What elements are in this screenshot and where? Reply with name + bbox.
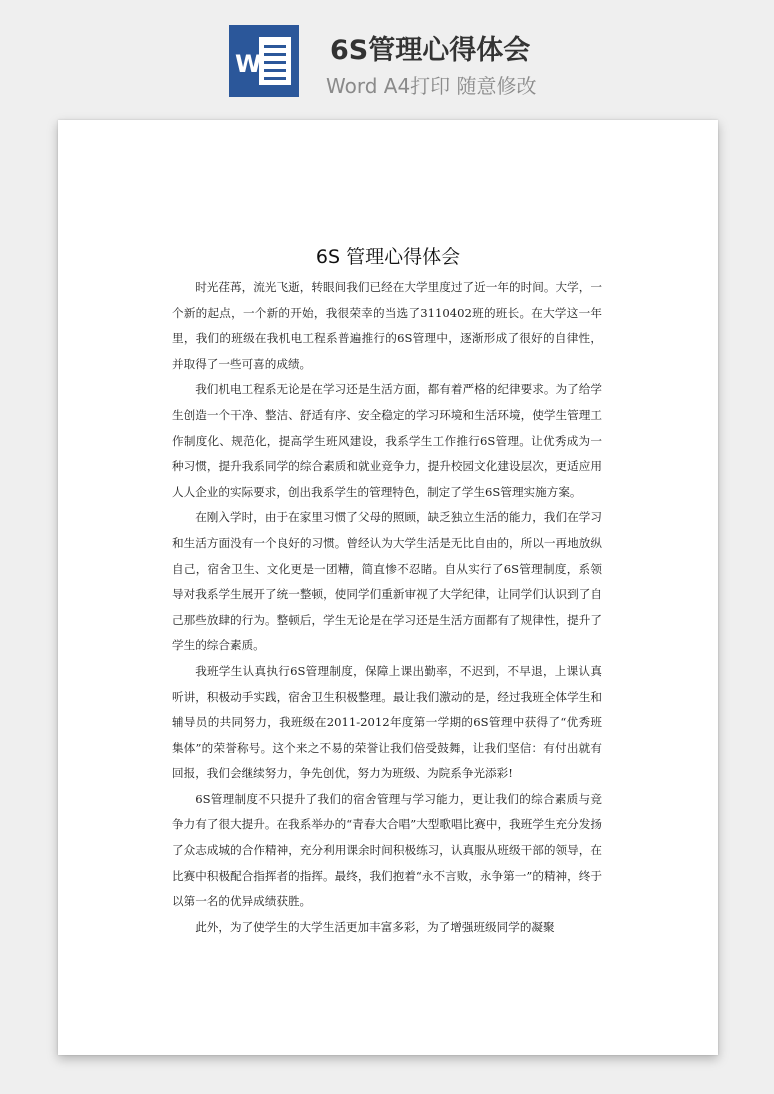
header: [0, 0, 774, 110]
document-page: [58, 120, 718, 1055]
word-logo-letter: W: [235, 50, 262, 78]
header-title: 6S管理心得体会: [330, 35, 531, 66]
document-body: [172, 275, 602, 940]
document-title: 6S 管理心得体会: [315, 246, 461, 268]
paragraph: 6S管理制度不只提升了我们的宿舍管理与学习能力，更让我们的综合素质与竞争力有了很大提升。在我系举办的“青春大合唱”大型歌唱比赛中，我班学生充分发扬了众志成城的合作精神，充分利用课余时间积极练习，认真服从班级干部的领导，在比赛中积极配合指挥者的指挥。最终，我们抱着“永不言败，永争第一”的精神，终于以第一名的优异成绩获胜。: [172, 791, 602, 909]
paragraph: 此外，为了使学生的大学生活更加丰富多彩，为了增强班级同学的凝聚: [195, 919, 555, 934]
header-subtitle: Word A4打印 随意修改: [326, 74, 537, 98]
word-icon: [229, 25, 299, 97]
paragraph: 在刚入学时，由于在家里习惯了父母的照顾，缺乏独立生活的能力，我们在学习和生活方面没有一个良好的习惯。曾经认为大学生活是无比自由的，所以一再地放纵自己，宿舍卫生、文化更是一团糟，简直惨不忍睹。自从实行了6S管理制度，系领导对我系学生展开了统一整顿，使同学们重新审视了大学纪律，让同学们认识到了自己那些放肆的行为。整顿后，学生无论是在学习还是生活方面都有了规律性，提升了学生的综合素质。: [172, 510, 602, 653]
paragraph: 时光荏苒，流光飞逝，转眼间我们已经在大学里度过了近一年的时间。大学，一个新的起点，一个新的开始，我很荣幸的当选了3110402班的班长。在大学这一年里，我们的班级在我机电工程系普遍推行的6S管理中，逐渐形成了很好的自律性，并取得了一些可喜的成绩。: [172, 280, 602, 371]
paragraph: 我班学生认真执行6S管理制度，保障上课出勤率，不迟到，不早退，上课认真听讲，积极动手实践，宿舍卫生积极整理。最让我们激动的是，经过我班全体学生和辅导员的共同努力，我班级在2011-2012年度第一学期的6S管理中获得了“优秀班集体”的荣誉称号。这个来之不易的荣誉让我们倍受鼓舞，让我们坚信：有付出就有回报，我们会继续努力，争先创优，努力为班级、为院系争光添彩!: [172, 663, 602, 781]
paragraph: 我们机电工程系无论是在学习还是生活方面，都有着严格的纪律要求。为了给学生创造一个干净、整洁、舒适有序、安全稳定的学习环境和生活环境，使学生管理工作制度化、规范化，提高学生班风建设，我系学生工作推行6S管理。让优秀成为一种习惯，提升我系同学的综合素质和就业竞争力，提升校园文化建设层次，更适应用人人企业的实际要求，创出我系学生的管理特色，制定了学生6S管理实施方案。: [172, 382, 602, 499]
